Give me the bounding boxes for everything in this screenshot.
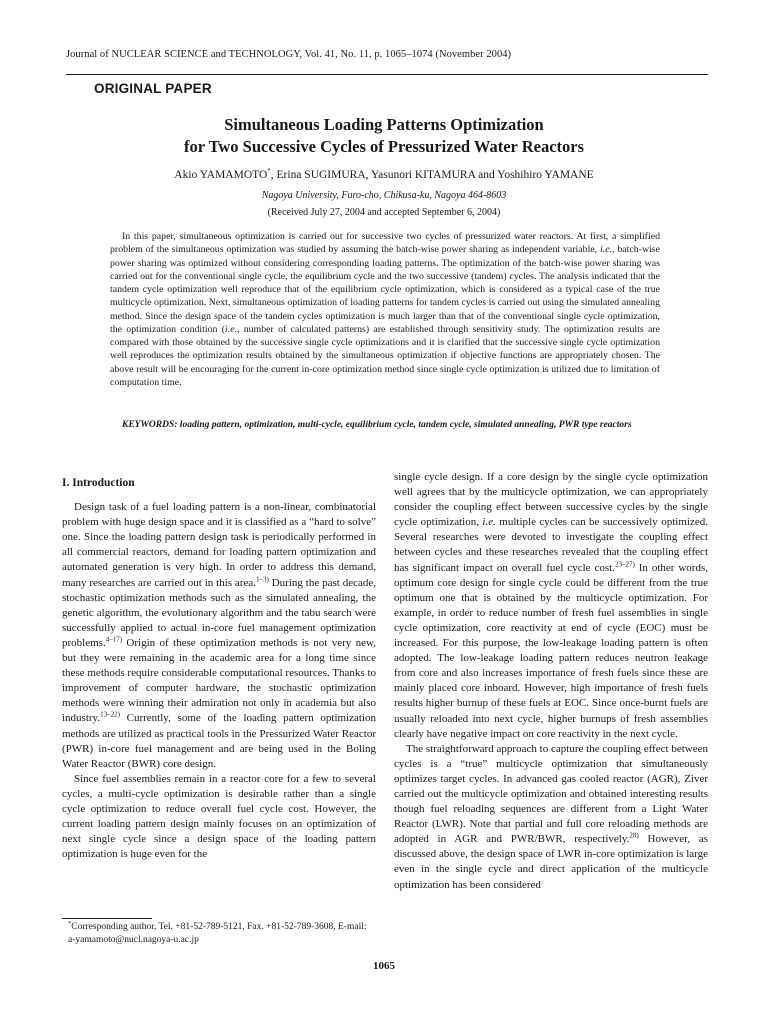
citation: 23–27) <box>614 559 635 568</box>
affiliation: Nagoya University, Furo-cho, Chikusa-ku, Nagoya 464-8603 <box>261 190 507 201</box>
section-heading-introduction: I. Introduction <box>62 477 135 489</box>
keywords: KEYWORDS: loading pattern, optimization, multi-cycle, equilibrium cycle, tandem cycle, simulated annealing, PWR type reactors <box>122 420 632 430</box>
title-line-1: Simultaneous Loading Patterns Optimization <box>224 115 544 134</box>
footnote-divider <box>62 918 152 919</box>
citation: 4–17) <box>105 635 123 644</box>
citation: 13–22) <box>100 710 120 719</box>
author-list <box>0 169 768 181</box>
intro-paragraph-1: Design task of a fuel loading pattern is a non-linear, combinatorial problem with huge design space and it is classified as a “hard to solve” one. Since the loading pattern design task is periodically performed in all commercial reactors, demand for loading pattern optimization and automated generation is very high. In order to address this demand, many researches are carried out in this area.$^{1-3)}$ During the past decade, stochastic optimization methods such as the simulated annealing, the genetic algorithm, the evolutionary algorithm and the tabu search were successfully applied to actual in-core fuel management optimization problems.$^{4-17)}$ Origin of these optimization methods is not very new, but they were remaining in the academic area for a long time since these methods require considerable computational resources. Thanks to improvement of computer hardware, the stochastic optimization methods were winning their admiration not only in academia but also industry.$^{13-22)}$ Currently, some of the loading pattern optimization methods are utilized as practical tools in the Pressurized Water Reactor (PWR) in-core fuel management and are being used in the Boling Water Reactor (BWR) core design. <box>62 501 377 770</box>
title-line-2: for Two Successive Cycles of Pressurized Water Reactors <box>183 137 585 156</box>
page-number: 1065 <box>373 960 395 972</box>
paper-title <box>0 114 768 158</box>
intro-paragraph-2-continued: single cycle design. If a core design by the single cycle optimization well agrees that by the multicycle optimization, we can appropriately consider the coupling effect between successive cycles by the single cycle optimization, i.e. multiple cycles can be successively optimized. Several researches were devoted to investigate the coupling effect between cycles and these researches revealed that the coupling effect has significant impact on overall fuel cycle cost.$^{23-27)}$ In other words, optimum core design for single cycle could be different from the true optimum one that is obtained by the multicycle optimization. For example, in order to reduce number of fresh fuel assemblies in single cycle optimization, core reactivity at end of cycle (EOC) must be increased. For this purpose, the low-leakage loading pattern is often adopted. The low-leakage loading pattern reduces neutron leakage from core and also increases importance of fresh fuels since these are mainly placed core inboard. However, high importance of fresh fuels results higher burnup of these fuels at EOC. Since once-burnt fuels are usually reloaded into next cycle, higher burnups of fresh assemblies clearly have negative impact on core reactivity in the next cycle. <box>394 471 709 740</box>
author-rest: , Erina SUGIMURA, Yasunori KITAMURA and Yoshihiro YAMANE <box>270 169 594 181</box>
paper-type-banner <box>66 74 708 98</box>
intro-paragraph-2: Since fuel assemblies remain in a reactor core for a few to several cycles, a multi-cycle optimization is desirable rather than a single cycle optimization to reduce overall fuel cycle cost. However, the current loading pattern design mainly focuses on an optimization of next single cycle since a design space of the loading pattern optimization is huge even for the <box>62 772 376 861</box>
paper-type-label: ORIGINAL PAPER <box>94 81 212 96</box>
footnote-mark: * <box>68 919 72 927</box>
received-dates: (Received July 27, 2004 and accepted September 6, 2004) <box>267 207 501 218</box>
footnote-corresponding-author: *Corresponding author, Tel. +81-52-789-5121, Fax. +81-52-789-3608, E-mail: a-yamamoto@nucl.nagoya-u.ac.jp <box>68 919 367 945</box>
corresponding-author-mark: * <box>267 167 271 176</box>
citation: 1–3) <box>256 574 269 583</box>
author-first: Akio YAMAMOTO <box>174 169 268 181</box>
journal-header: Journal of NUCLEAR SCIENCE and TECHNOLOGY, Vol. 41, No. 11, p. 1065–1074 (November 2004) <box>66 49 512 60</box>
intro-paragraph-3: The straightforward approach to capture the coupling effect between cycles is a “true” multicycle optimization that simultaneously optimizes target cycles. In advanced gas cooled reactor (AGR), Ziver carried out the multicycle optimization and obtained interesting results though fuel reloading sequences are different from a Light Water Reactor (LWR). Note that partial and full core reloading methods are adopted in AGR and PWR/BWR, respectively.$^{28)}$ However, as discussed above, the design space of LWR in-core optimization is large even in the single cycle and direct application of the multicycle optimization has been considered <box>394 742 708 891</box>
right-column <box>394 470 708 893</box>
left-column <box>62 476 376 862</box>
abstract: In this paper, simultaneous optimization is carried out for successive two cycles of pressurized water reactors. At first, a simplified problem of the simultaneous optimization was studied by assuming the batch-wise power sharing as independent variable, i.e., batch-wise power sharing was optimized without considering corresponding loading patterns. The optimization of the batch-wise power sharing was carried out for the conventional single cycle, the equilibrium cycle and the two successive (tandem) cycles. The analysis indicated that the tandem cycle optimization well reproduce that of the equilibrium cycle optimization, which is considered as a typical case of the true multicycle optimization. Next, simultaneous optimization of loading patterns for tandem cycles is carried out using the simulated annealing method. Since the design space of the tandem cycles optimization is much larger than that of the conventional single cycle optimization, the optimization condition (i.e., number of calculated patterns) are established through sensitivity study. The optimization results are compared with those obtained by the successive single cycle optimizations and it is clarified that the successive single cycle optimization well reproduces the optimization results obtained by the simultaneous optimization if objective functions are appropriately chosen. The above result will be encouraging for the current in-core optimization method since single cycle optimization is utilized due to limitation of computation time. <box>110 231 660 388</box>
citation: 28) <box>629 831 639 840</box>
